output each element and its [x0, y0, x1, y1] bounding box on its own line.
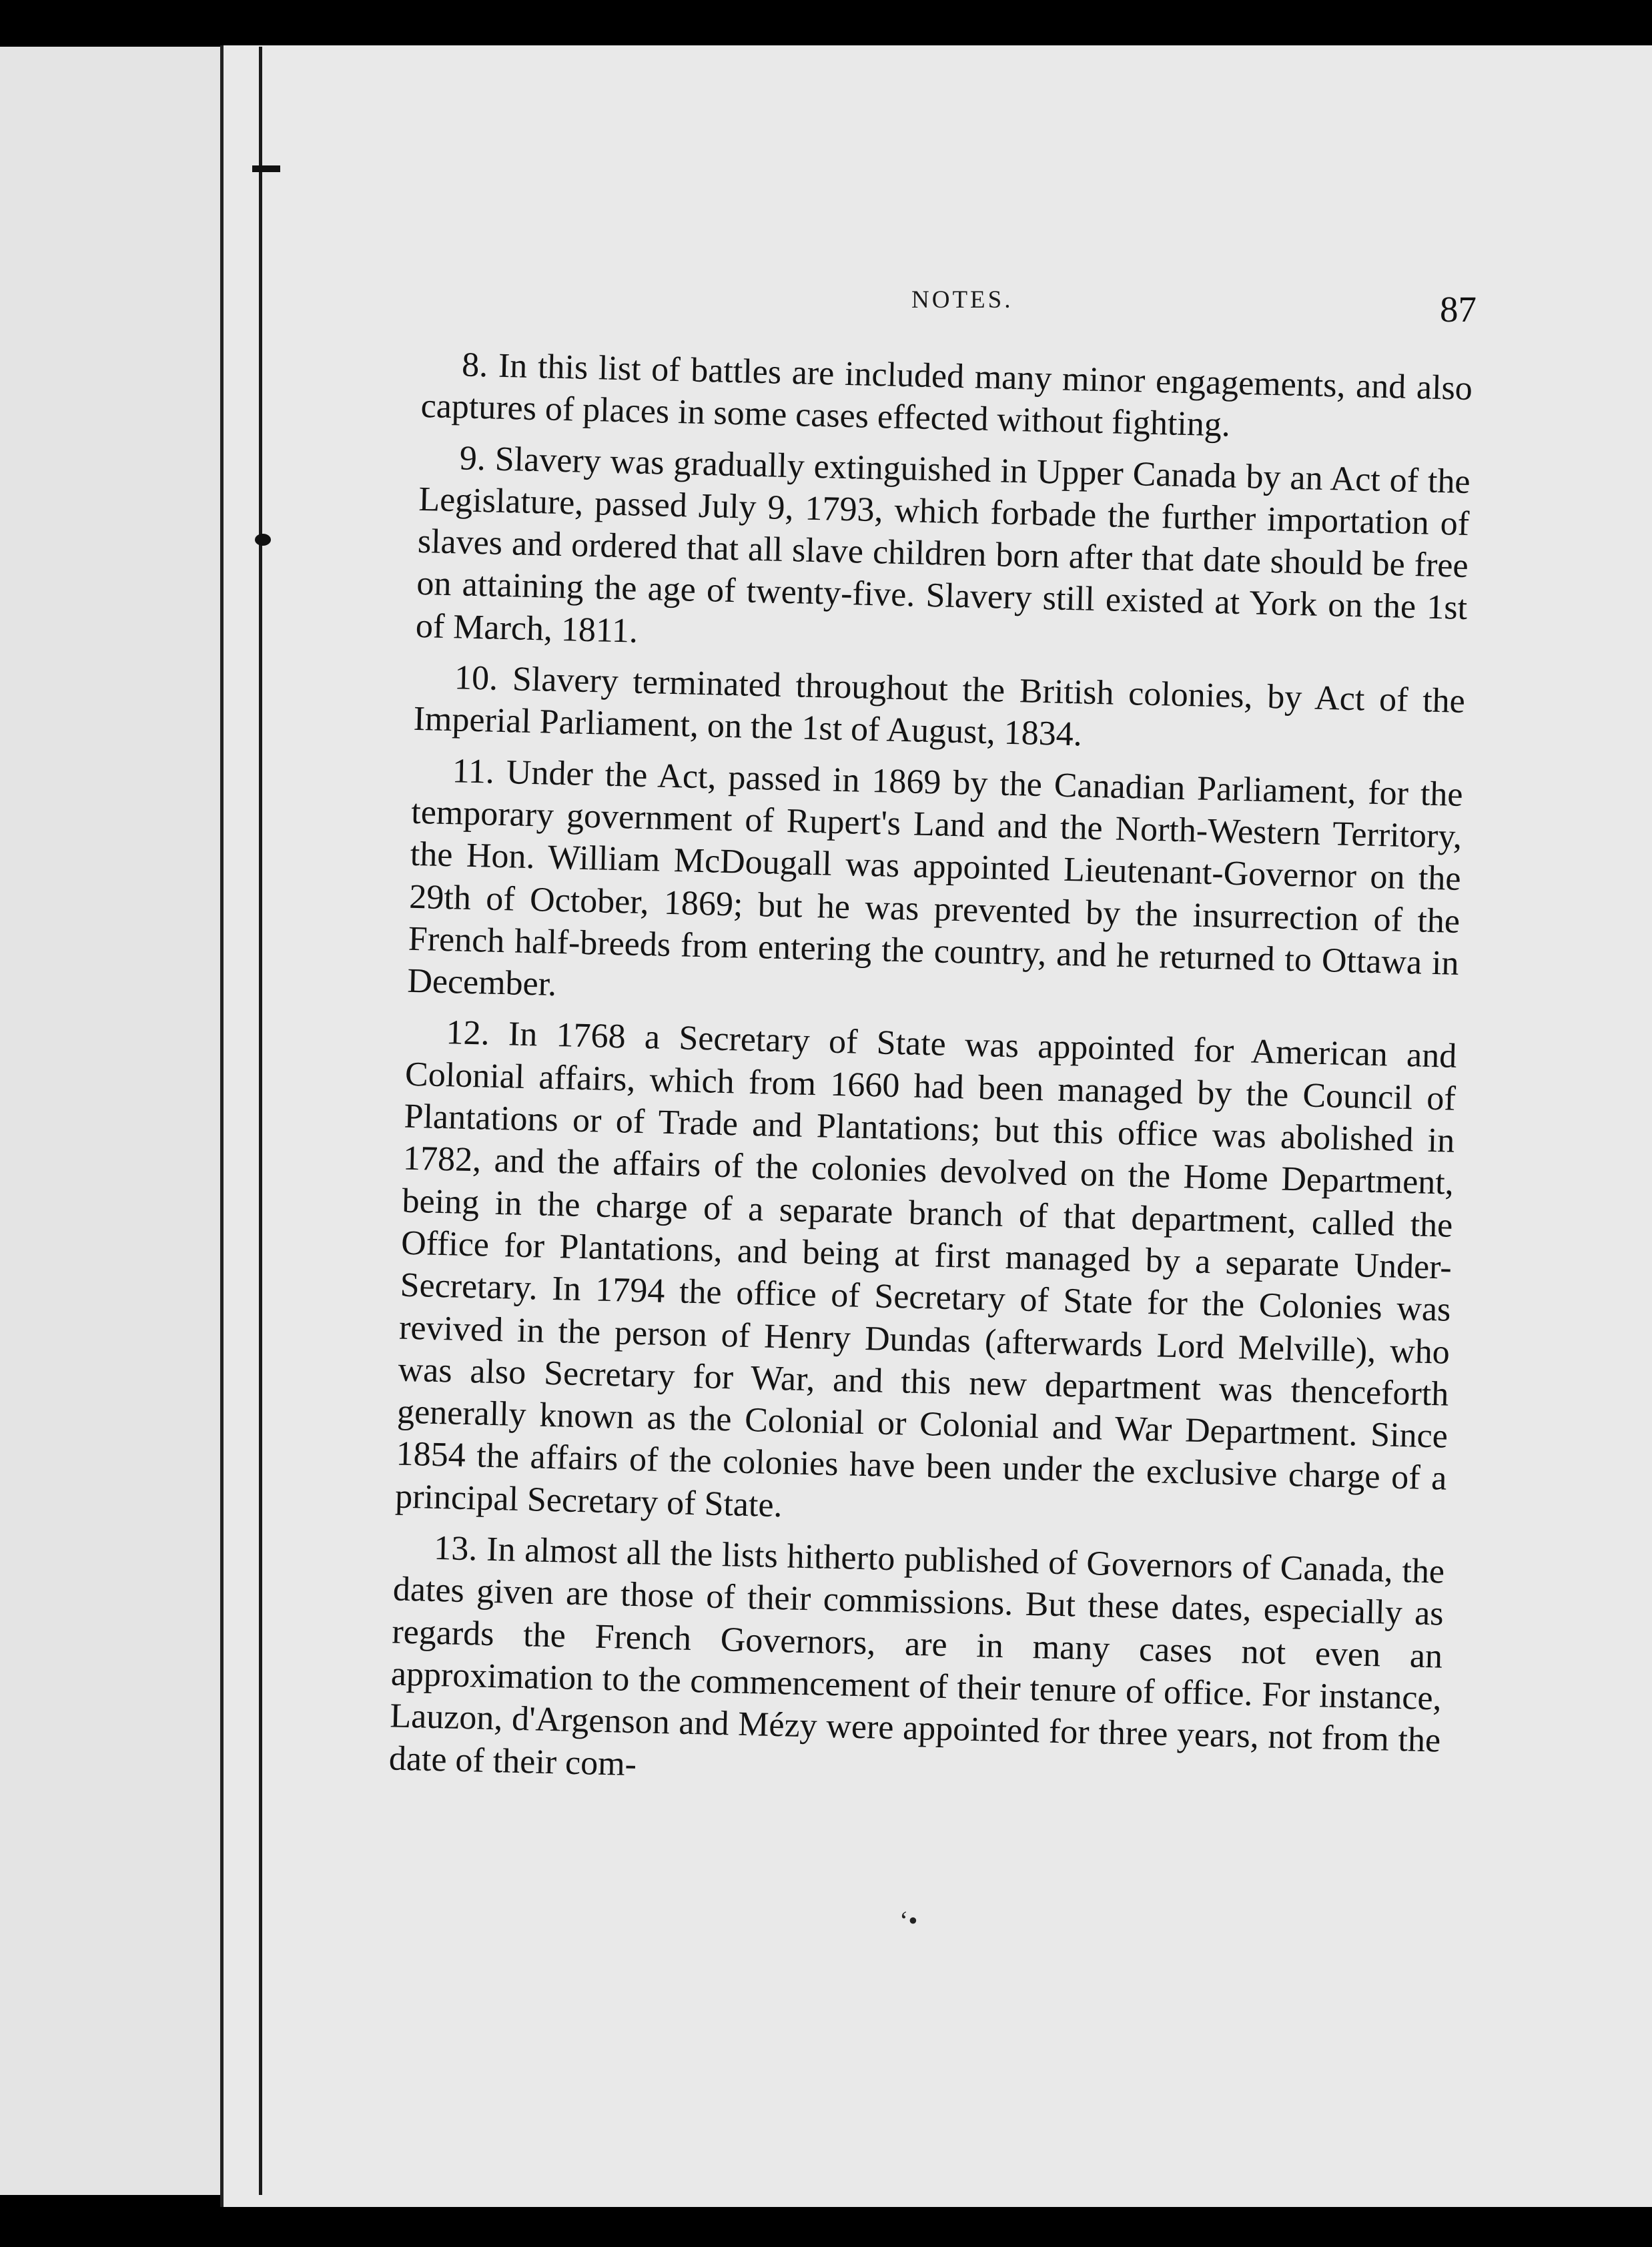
notes-body: [388, 343, 1473, 1813]
note-10: 10. Slavery terminated throughout the British colonies, by Act of the Imperial Parliament, on the 1st of August, 1834.: [413, 658, 1466, 754]
note-13: 13. In almost all the lists hitherto published of Governors of Canada, the dates given are those of their commissions. But these dates, especially as regards the French Governors, are in many cases not even an approximation to the commencement of their tenure of office. For instance, Lauzon, d'Argenson and Mézy were appointed for three years, not from the date of their com-: [388, 1528, 1445, 1783]
note-9: 9. Slavery was gradually extinguished in Upper Canada by an Act of the Legislature, passed July 9, 1793, which forbade the further importation of slaves and ordered that all slave children born after that date should be free on attaining the age of twenty-five. Slavery still existed at York on the 1st of March, 1811.: [415, 438, 1471, 650]
page-number: 87: [1440, 289, 1477, 330]
binding-line: [259, 47, 262, 2195]
running-head: NOTES.: [911, 286, 1013, 314]
binding-mark: [252, 165, 280, 172]
scan-blemish: ‘•: [899, 1905, 918, 1935]
note-12: 12. In 1768 a Secretary of State was appointed for American and Colonial affairs, which from 1660 had been managed by the Council of Plantations or of Trade and Plantations; but this office was abolished in 1782, and the affairs of the colonies devolved on the Home Department, being in the charge of a separate branch of that department, called the Office for Plantations, and being at first managed by a separate Under-Secretary. In 1794 the office of Secretary of State for the Colonies was revived in the person of Henry Dundas (afterwards Lord Melville), who was also Secretary for War, and this new department was thenceforth generally known as the Colonial or Colonial and War Department. Since 1854 the affairs of the colonies have been under the exclusive charge of a principal Secretary of State.: [394, 1013, 1457, 1524]
page-edge-line: [220, 45, 224, 2207]
note-11: 11. Under the Act, passed in 1869 by the Canadian Parliament, for the temporary government of Rupert's Land and the North-Western Territory, the Hon. William McDougall was appointed Lieutenant-Governor on the 29th of October, 1869; but he was prevented by the insurrection of the French half-breeds from entering the country, and he returned to Ottawa in December.: [406, 751, 1464, 1004]
binding-mark: [255, 534, 271, 546]
note-8: 8. In this list of battles are included many minor engagements, and also captures of places in some cases effected without fighting.: [420, 346, 1473, 444]
